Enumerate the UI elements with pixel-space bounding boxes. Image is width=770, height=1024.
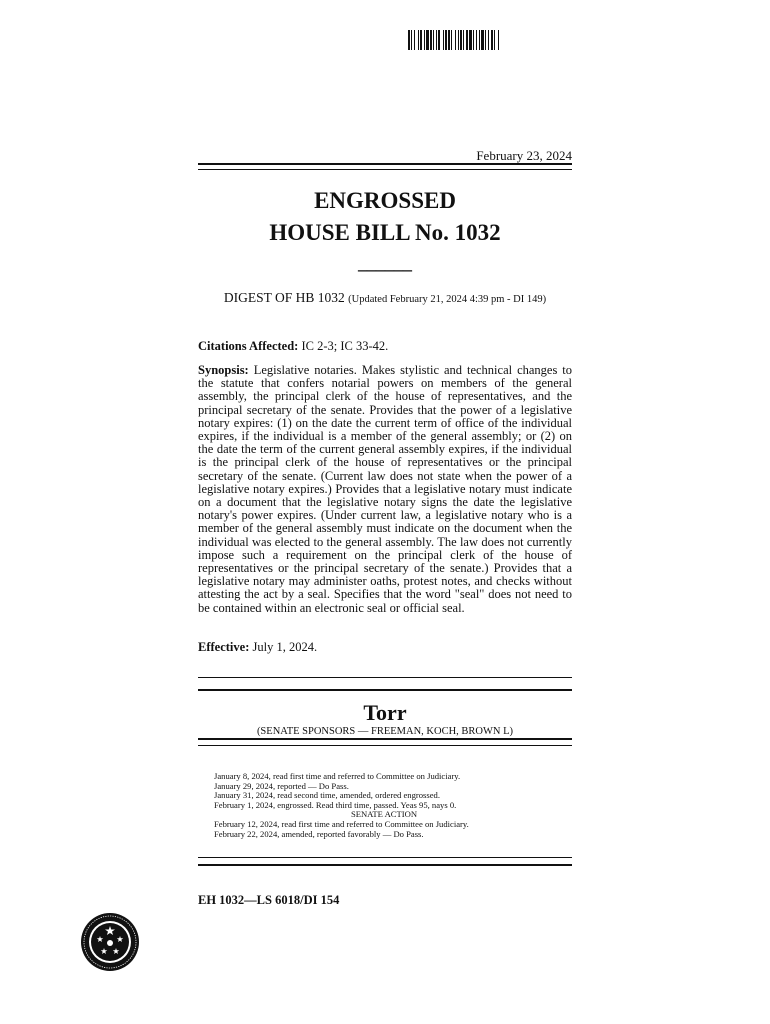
effective-text: July 1, 2024. (252, 640, 318, 654)
digest-updated: (Updated February 21, 2024 4:39 pm - DI 149) (348, 294, 547, 305)
history-line: January 29, 2024, reported — Do Pass. (214, 780, 349, 791)
bill-date: February 23, 2024 (476, 148, 572, 163)
state-seal-icon (80, 912, 140, 972)
synopsis-label: Synopsis: (198, 363, 249, 377)
title-separator: ______ (358, 253, 412, 273)
legislative-history (214, 772, 554, 839)
history-line: January 31, 2024, read second time, amended, ordered engrossed. (214, 790, 440, 801)
barcode-icon (408, 30, 588, 50)
digest-heading (198, 290, 572, 306)
mid-rule-thin (198, 677, 572, 678)
history-line: February 12, 2024, read first time and referred to Committee on Judiciary. (214, 818, 469, 829)
page-title-line1: ENGROSSED (314, 188, 456, 213)
history-line: February 22, 2024, amended, reported favorably — Do Pass. (214, 828, 424, 839)
effective-date (198, 641, 572, 654)
effective-label: Effective: (198, 640, 250, 654)
citations-affected (198, 340, 572, 353)
bill-identifier: EH 1032—LS 6018/DI 154 (198, 893, 340, 907)
bottom-rule-thin (198, 857, 572, 858)
digest-label: DIGEST OF HB 1032 (223, 290, 345, 305)
synopsis-text: Legislative notaries. Makes stylistic and technical changes to the statute that confers notarial powers on members of the general assembly, the principal clerk of the house of representatives, and the principal secretary of the senate. Provides that the power of a legislative notary expires: (1) on the date the current term of office of the individual expires, if the individual is a member of the general assembly; or (2) on the date the term of the current general assembly expires, if the individual is the principal clerk of the house of representatives or the principal secretary of the senate. (Current law does not state when the power of a legislative notary expires.) Provides that a legislative notary must indicate on a document that the legislative notary signs the date the legislative notary's power expires. (Under current law, a legislative notary who is a member of the general assembly must indicate on the document when the individual was elected to the general assembly. The law does not currently impose such a requirement on the principal clerk of the house of representatives or the principal secretary of the senate.) Provides that a legislative notary may administer oaths, protest notes, and checks without attesting the act by a seal. Specifies that the word "seal" does not need to be contained within an electronic seal or official seal. (198, 363, 573, 615)
author-name: Torr (363, 700, 407, 725)
page-title-line2: HOUSE BILL No. 1032 (269, 220, 501, 245)
mid-rule-thick (198, 689, 572, 691)
top-rule-thick (198, 163, 572, 165)
synopsis (198, 364, 572, 615)
sponsor-rule-thin (198, 745, 572, 746)
citations-label: Citations Affected: (198, 339, 299, 353)
citations-text: IC 2-3; IC 33-42. (301, 339, 389, 353)
history-line: February 1, 2024, engrossed. Read third time, passed. Yeas 95, nays 0. (214, 799, 457, 810)
sponsor-rule-thick (198, 738, 572, 740)
top-rule-thin (198, 169, 572, 170)
history-line: January 8, 2024, read first time and referred to Committee on Judiciary. (214, 771, 461, 781)
bottom-rule-thick (198, 864, 572, 866)
senate-action-heading: SENATE ACTION (350, 809, 418, 820)
senate-sponsors: (SENATE SPONSORS — FREEMAN, KOCH, BROWN L) (256, 726, 514, 737)
